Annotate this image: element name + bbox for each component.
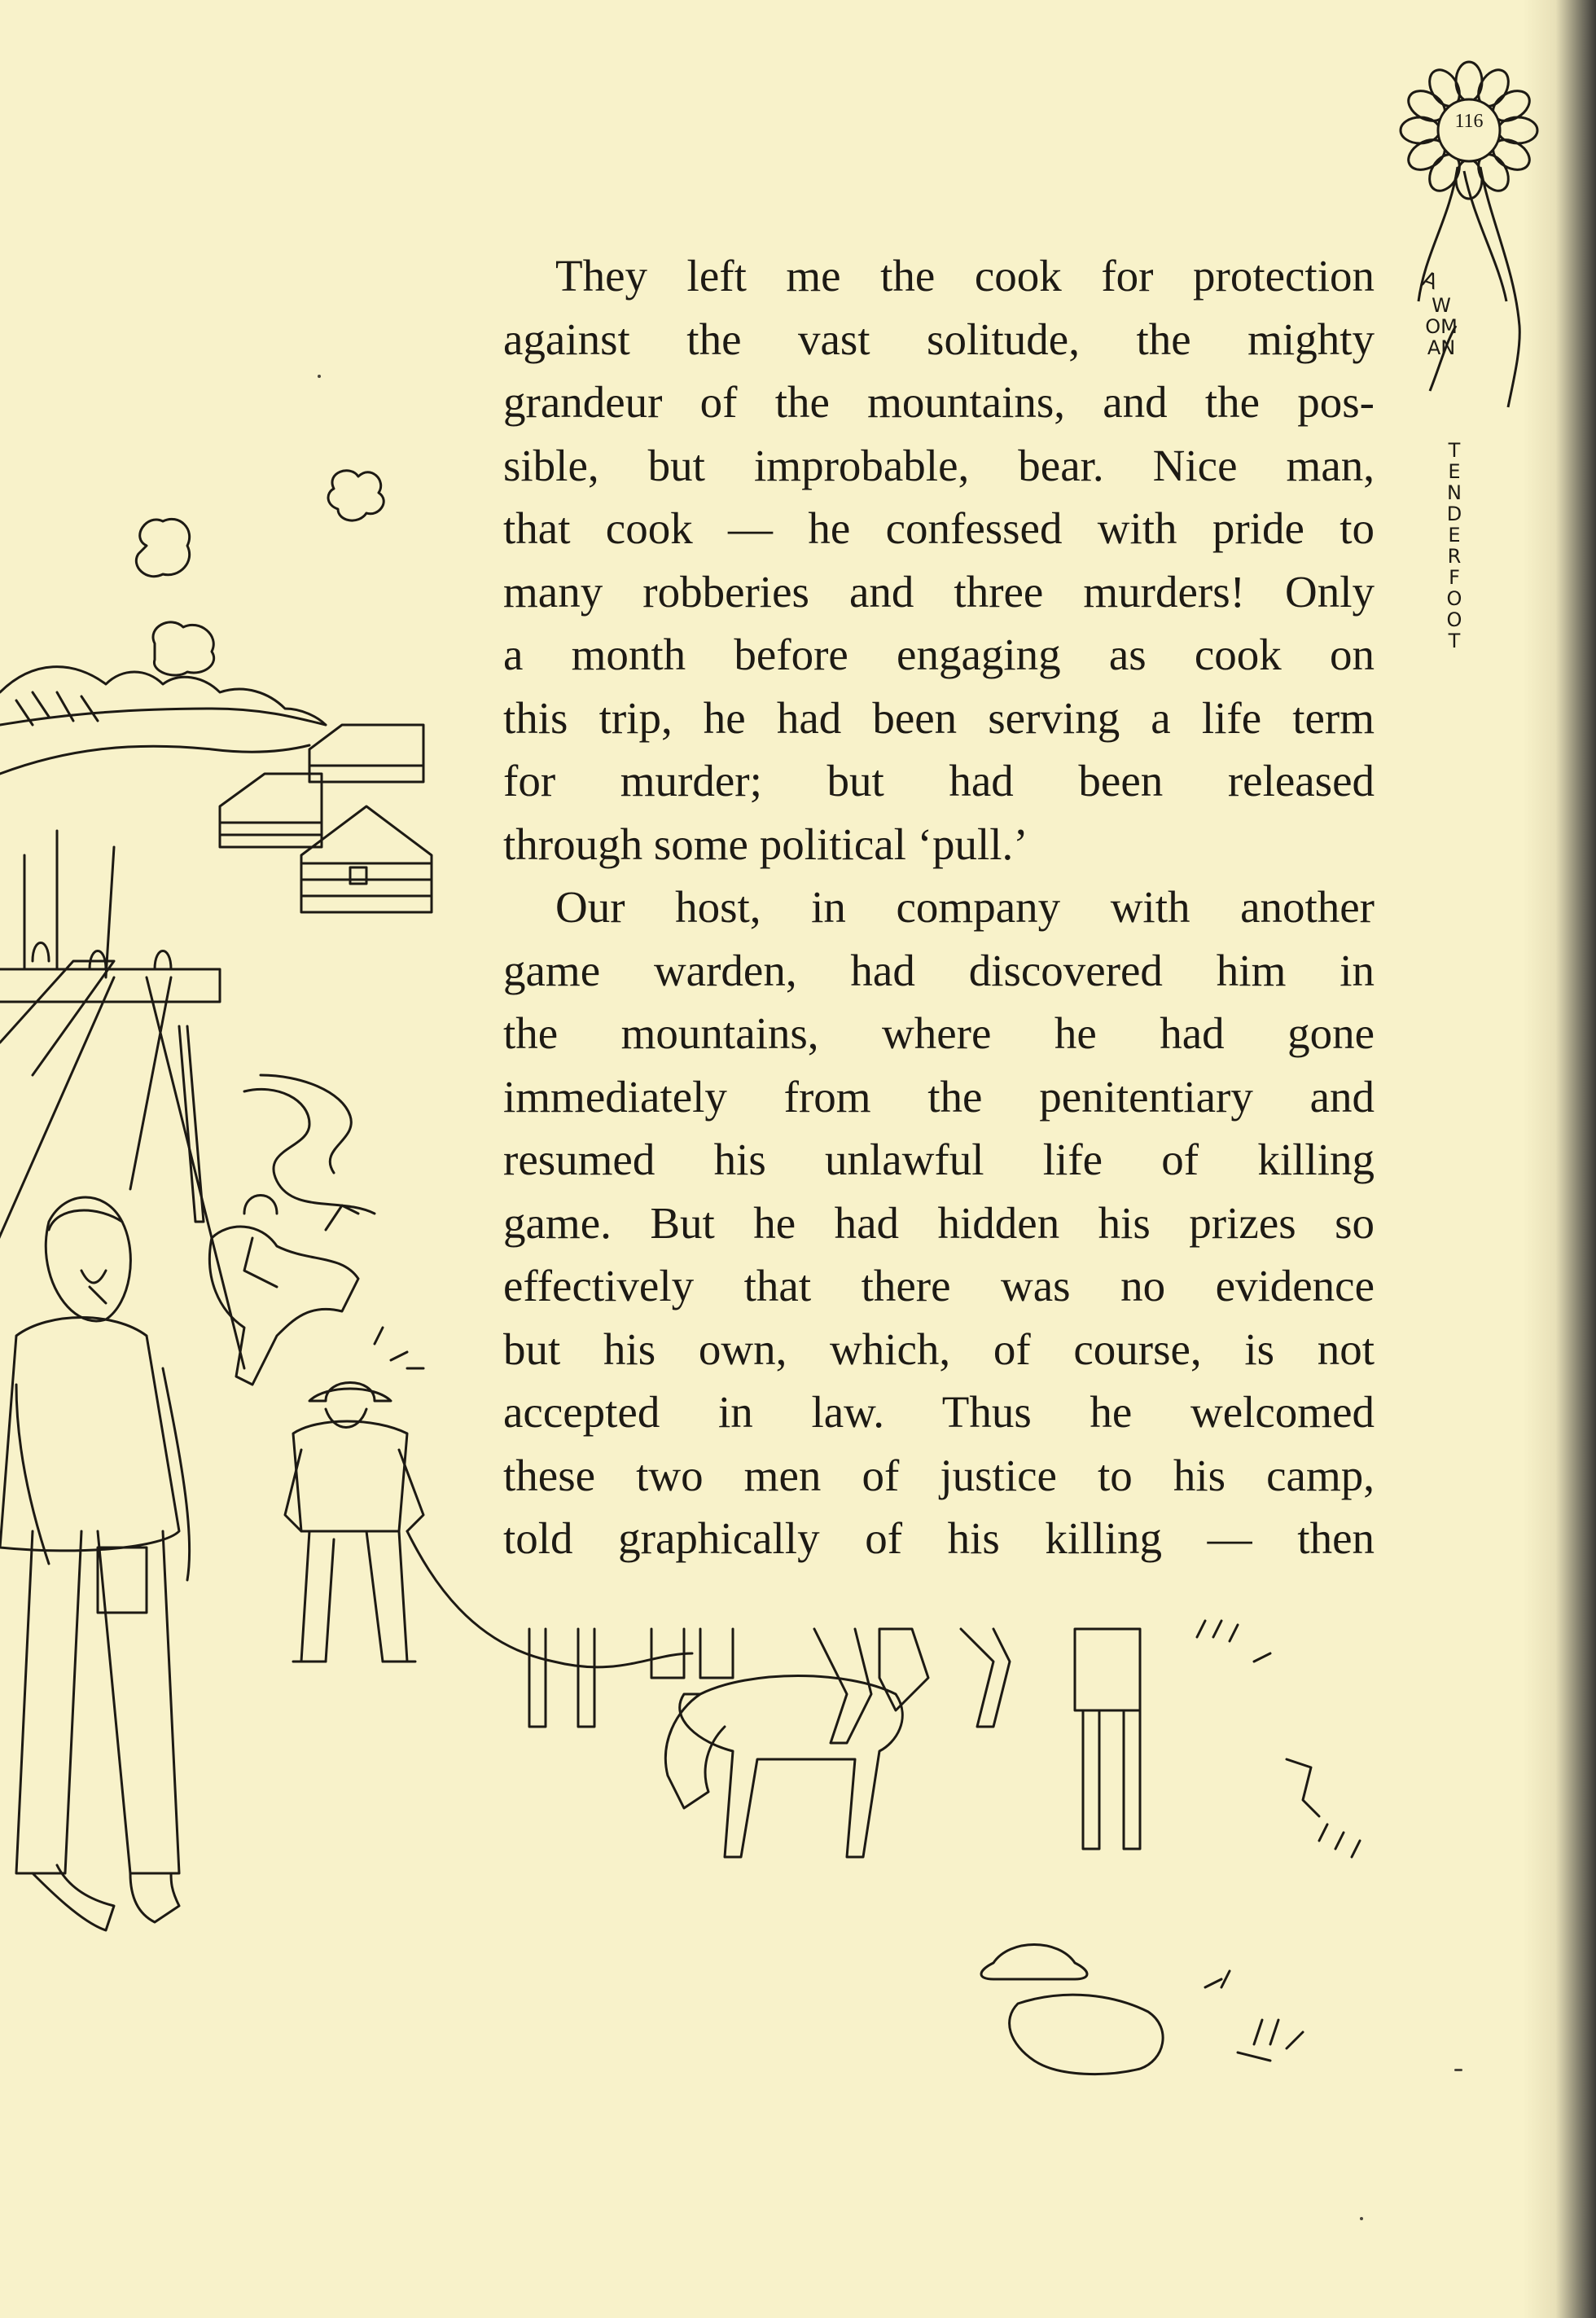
flower-emblem xyxy=(1376,57,1572,709)
ranger-figure xyxy=(285,1383,423,1662)
text-line: Our host, in company with another xyxy=(555,882,1375,932)
text-line: game warden, had discovered him in xyxy=(503,945,1375,995)
rope xyxy=(0,977,244,1368)
text-line: sible, but improbable, bear. Nice man, xyxy=(503,440,1375,490)
ink-speck xyxy=(318,375,321,378)
horse-rider-figure xyxy=(209,1196,358,1385)
man-figure xyxy=(0,1197,190,1930)
ink-speck xyxy=(1454,2069,1462,2071)
text-line: grandeur of the mountains, and the pos- xyxy=(503,377,1375,427)
text-line: accepted in law. Thus he welcomed xyxy=(503,1387,1375,1437)
pen-ink-illustration xyxy=(0,456,1384,2167)
cloud-icon xyxy=(328,471,384,520)
page-number: 116 xyxy=(1454,111,1484,132)
running-head-woman: WOMAN xyxy=(1425,294,1458,359)
text-line: against the vast solitude, the mighty xyxy=(503,314,1375,364)
text-line: told graphically of his killing — then xyxy=(503,1513,1375,1563)
text-line: through some political ‘pull.’ xyxy=(503,819,1028,869)
text-line: game. But he had hidden his prizes so xyxy=(503,1197,1375,1248)
text-line: a month before engaging as cook on xyxy=(503,630,1375,679)
text-line: for murder; but had been released xyxy=(503,756,1375,806)
clothes-pile xyxy=(1010,1995,1164,2074)
text-line: that cook — he confessed with pride to xyxy=(503,503,1375,553)
text-line: but his own, which, of course, is not xyxy=(503,1324,1375,1374)
cloud-icon xyxy=(153,622,214,675)
text-line: this trip, he had been serving a life term xyxy=(503,692,1375,743)
text-line: many robberies and three murders! Only xyxy=(503,566,1375,617)
text-line: these two men of justice to his camp, xyxy=(503,1450,1375,1500)
text-line: immediately from the penitentiary and xyxy=(503,1071,1375,1122)
text-line: the mountains, where he had gone xyxy=(503,1008,1375,1058)
cabin-icon xyxy=(220,774,322,847)
running-head-a: A xyxy=(1418,266,1441,296)
text-line: They left me the cook for protection xyxy=(555,251,1375,301)
text-line: effectively that there was no evidence xyxy=(503,1261,1375,1310)
hanging-figures xyxy=(529,1629,1140,1849)
ink-speck xyxy=(1360,2217,1363,2220)
cabin-icon xyxy=(309,725,423,782)
running-head-tenderfoot: TENDERFOOT xyxy=(1446,439,1462,652)
hat-icon xyxy=(981,1945,1087,1980)
text-line: resumed his unlawful life of killing xyxy=(503,1135,1375,1184)
cloud-icon xyxy=(136,519,189,576)
